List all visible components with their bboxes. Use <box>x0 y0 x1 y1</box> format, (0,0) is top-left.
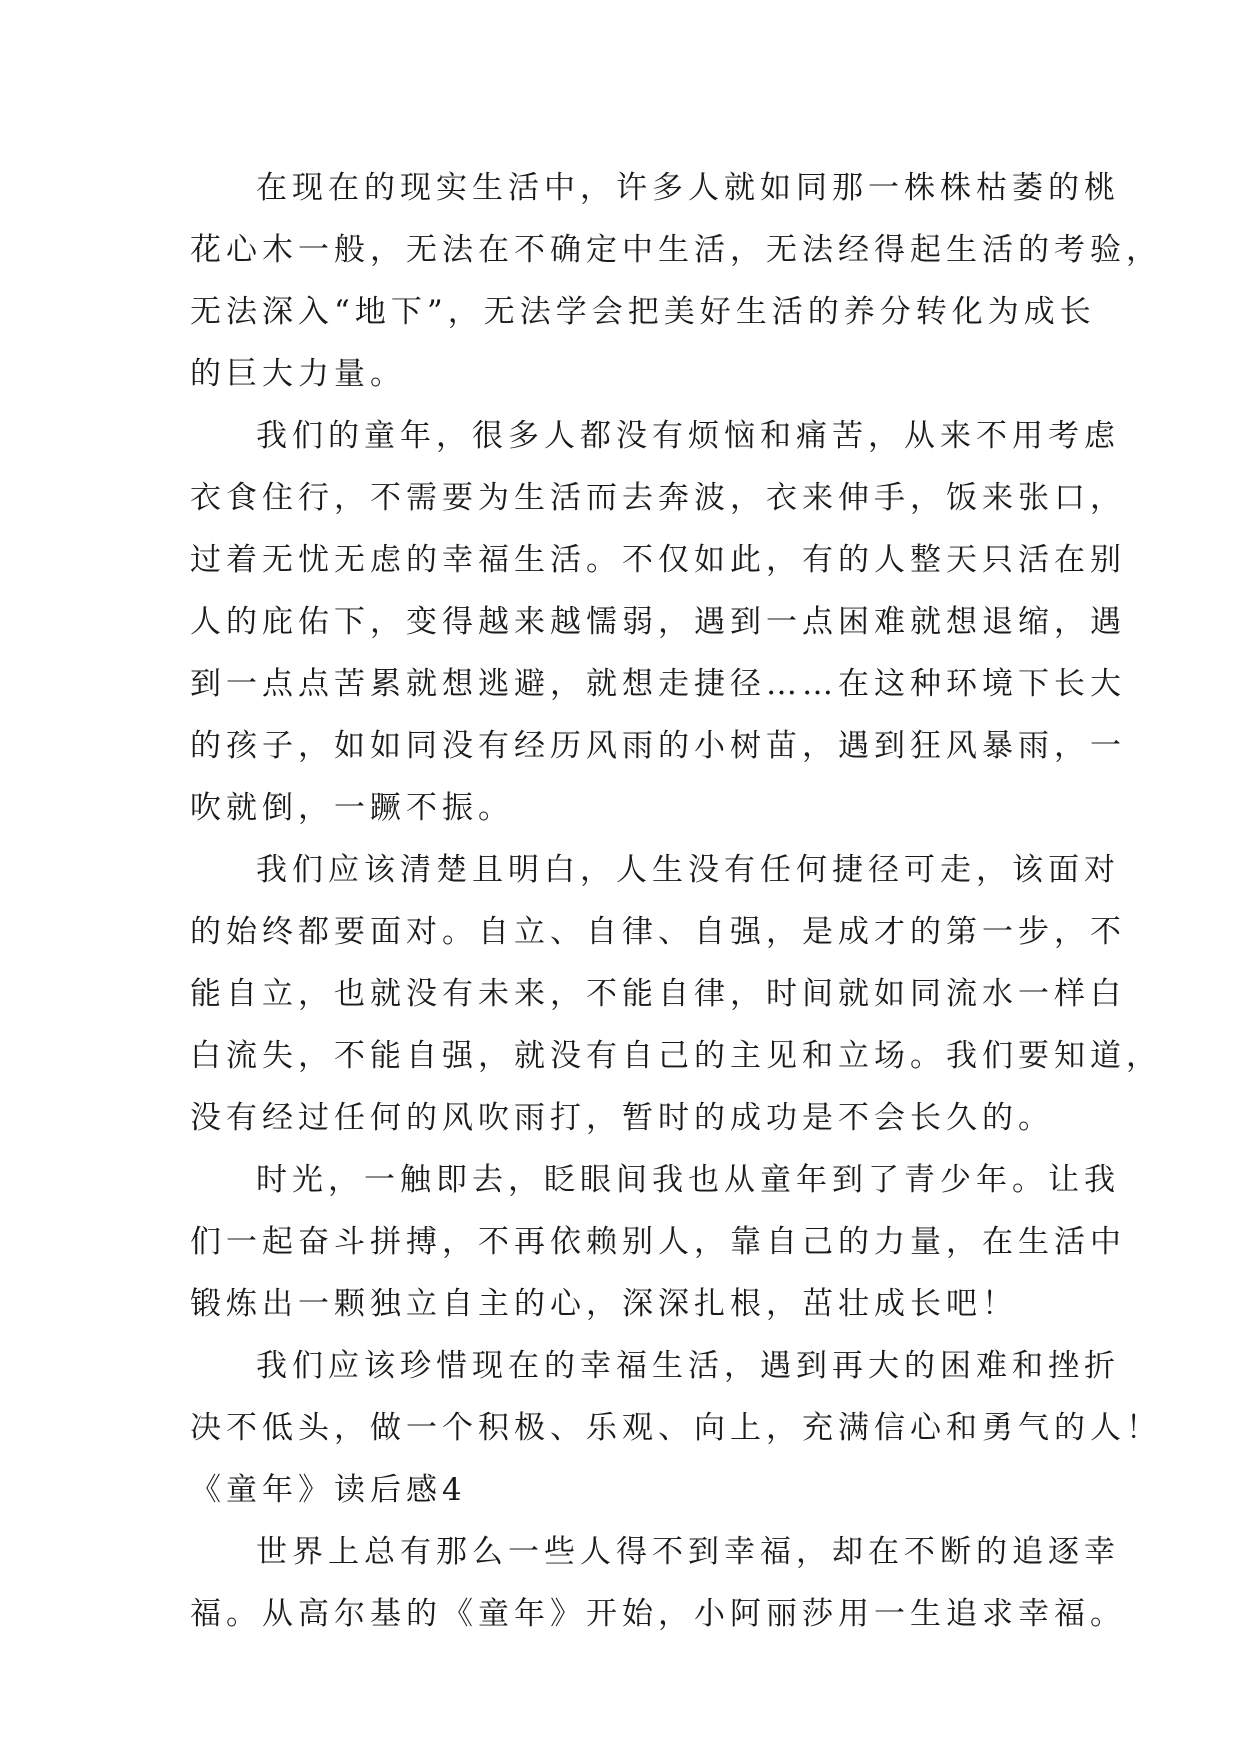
text-line: 白流失，不能自强，就没有自己的主见和立场。我们要知道， <box>190 1038 1162 1074</box>
paragraph-6 <box>190 1521 1126 1645</box>
text-line: 在现在的现实生活中，许多人就如同那一株株枯萎的桃 <box>256 170 1120 206</box>
text-line: 无法深入“地下”，无法学会把美好生活的养分转化为成长 <box>190 294 1096 330</box>
text-line: 的巨大力量。 <box>190 356 406 392</box>
text-line: 我们应该清楚且明白，人生没有任何捷径可走，该面对 <box>256 852 1120 888</box>
text-line: 吹就倒，一蹶不振。 <box>190 790 514 826</box>
text-line: 花心木一般，无法在不确定中生活，无法经得起生活的考验， <box>190 232 1162 268</box>
paragraph-5 <box>190 1335 1162 1459</box>
section-heading: 《童年》读后感4 <box>190 1472 467 1508</box>
paragraph-3 <box>190 839 1162 1149</box>
text-line: 衣食住行，不需要为生活而去奔波，衣来伸手，饭来张口， <box>190 480 1126 516</box>
text-line: 过着无忧无虑的幸福生活。不仅如此，有的人整天只活在别 <box>190 542 1126 578</box>
text-line: 我们应该珍惜现在的幸福生活，遇到再大的困难和挫折 <box>256 1348 1120 1384</box>
text-line: 决不低头，做一个积极、乐观、向上，充满信心和勇气的人！ <box>190 1410 1162 1446</box>
text-line: 的孩子，如如同没有经历风雨的小树苗，遇到狂风暴雨，一 <box>190 728 1126 764</box>
document-body <box>190 157 1162 1645</box>
text-line: 们一起奋斗拼搏，不再依赖别人，靠自己的力量，在生活中 <box>190 1224 1126 1260</box>
paragraph-2 <box>190 405 1126 839</box>
paragraph-1 <box>190 157 1162 405</box>
paragraph-4 <box>190 1149 1126 1335</box>
text-line: 没有经过任何的风吹雨打，暂时的成功是不会长久的。 <box>190 1100 1054 1136</box>
text-line: 世界上总有那么一些人得不到幸福，却在不断的追逐幸 <box>256 1534 1120 1570</box>
text-line: 的始终都要面对。自立、自律、自强，是成才的第一步，不 <box>190 914 1126 950</box>
text-line: 能自立，也就没有未来，不能自律，时间就如同流水一样白 <box>190 976 1126 1012</box>
text-line: 我们的童年，很多人都没有烦恼和痛苦，从来不用考虑 <box>256 418 1120 454</box>
text-line: 福。从高尔基的《童年》开始，小阿丽莎用一生追求幸福。 <box>190 1596 1126 1632</box>
text-line: 人的庇佑下，变得越来越懦弱，遇到一点困难就想退缩，遇 <box>190 604 1126 640</box>
text-line: 锻炼出一颗独立自主的心，深深扎根，茁壮成长吧！ <box>190 1286 1018 1322</box>
text-line: 时光，一触即去，眨眼间我也从童年到了青少年。让我 <box>256 1162 1120 1198</box>
text-line: 到一点点苦累就想逃避，就想走捷径……在这种环境下长大 <box>190 666 1126 702</box>
